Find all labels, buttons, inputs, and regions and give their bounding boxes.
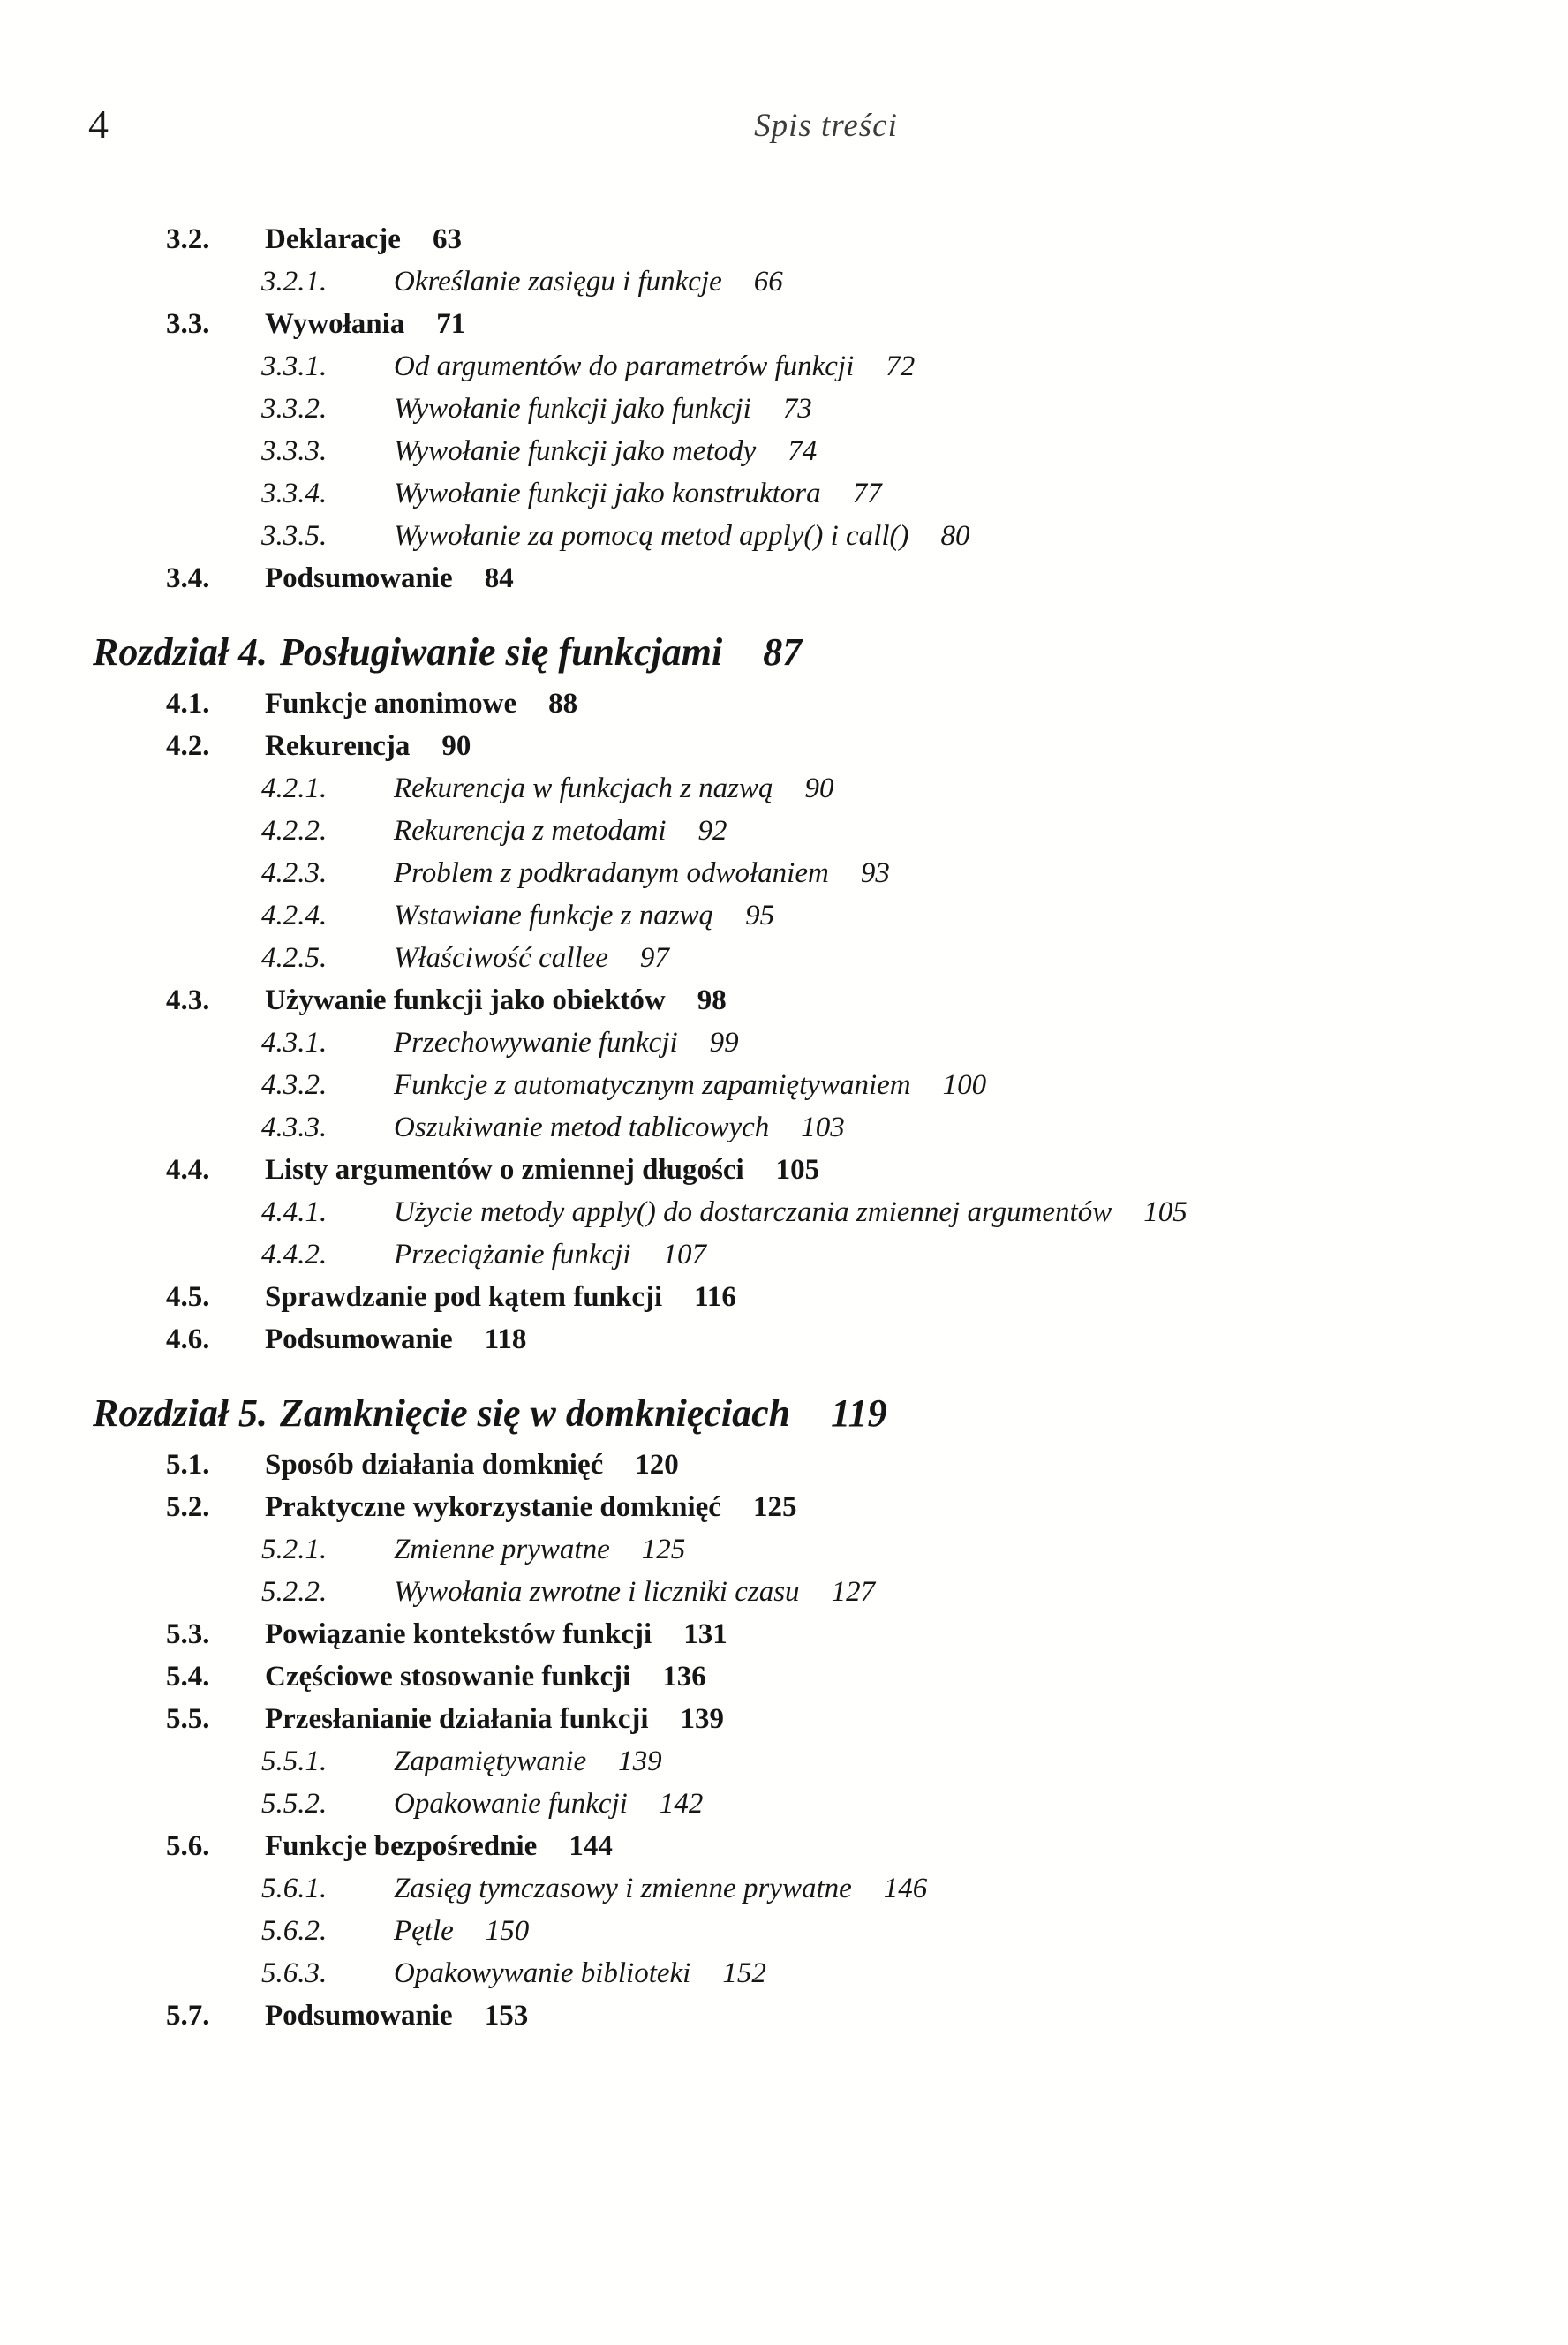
toc-entry-page: 136 [662, 1661, 706, 1693]
toc-subsection-row [0, 518, 1568, 554]
toc-entry-number: 4.3.2. [261, 1069, 328, 1101]
toc-subsection-row [0, 1744, 1568, 1779]
toc-entry-page: 142 [659, 1788, 704, 1820]
toc-entry-title: Posługiwanie się funkcjami [280, 630, 723, 674]
toc-entry-number: 5.6. [166, 1830, 210, 1862]
toc-subsection-row [0, 1871, 1568, 1906]
toc-entry-page: 116 [694, 1281, 736, 1313]
toc-section-row [0, 1322, 1568, 1357]
toc-entry-number: 4.4. [166, 1154, 210, 1186]
toc-subsection-row [0, 1786, 1568, 1821]
toc-entry-title: Opakowywanie biblioteki [394, 1957, 691, 1989]
toc-entry-title: Rekurencja [265, 730, 411, 762]
toc-entry-page: 88 [548, 688, 578, 720]
toc-subsection-row [0, 1067, 1568, 1103]
toc-entry-number: 5.5.2. [261, 1788, 328, 1820]
toc-entry-title: Funkcje z automatycznym zapamiętywaniem [394, 1069, 911, 1101]
toc-entry-page: 80 [940, 520, 970, 552]
toc-subsection-row [0, 771, 1568, 806]
toc-entry-title: Użycie metody apply() do dostarczania zmiennej argumentów [394, 1196, 1112, 1228]
toc-subsection-row [0, 349, 1568, 384]
toc-entry-page: 90 [804, 773, 834, 804]
toc-entry-title: Sprawdzanie pod kątem funkcji [265, 1281, 663, 1313]
toc-entry-title: Wywołania zwrotne i liczniki czasu [394, 1576, 800, 1608]
toc-entry-title: Zamknięcie się w domknięciach [280, 1391, 791, 1435]
toc-entry-page: 153 [484, 2000, 529, 2032]
toc-entry-number: 3.3.2. [261, 393, 328, 425]
toc-entry-number: 5.2.1. [261, 1534, 328, 1565]
toc-entry-page: 90 [441, 730, 471, 762]
toc-entry-number: 4.2.5. [261, 942, 328, 974]
toc-entry-number: 5.3. [166, 1618, 210, 1650]
toc-section-row [0, 1447, 1568, 1482]
toc-entry-number: 3.2.1. [261, 266, 328, 298]
folio-page-number: 4 [88, 102, 109, 147]
toc-entry-page: 84 [484, 562, 514, 594]
toc-section-row [0, 1617, 1568, 1652]
toc-entry-number: 4.5. [166, 1281, 210, 1313]
toc-entry-title: Zapamiętywanie [394, 1746, 587, 1777]
toc-entry-number: 4.2. [166, 730, 210, 762]
toc-entry-number: 4.2.1. [261, 773, 328, 804]
toc-subsection-row [0, 1956, 1568, 1991]
toc-entry-title: Pętle [394, 1915, 454, 1947]
toc-entry-number: 3.3.1. [261, 351, 328, 382]
toc-entry-number: 4.3. [166, 984, 210, 1016]
toc-entry-page: 144 [569, 1830, 613, 1862]
toc-entry-number: 5.1. [166, 1449, 210, 1481]
toc-entry-page: 131 [683, 1618, 727, 1650]
toc-entry-title: Właściwość callee [394, 942, 608, 974]
toc-entry-page: 105 [775, 1154, 820, 1186]
toc-section-row [0, 686, 1568, 721]
toc-entry-title: Określanie zasięgu i funkcje [394, 266, 722, 298]
running-title: Spis treści [754, 108, 898, 144]
toc-subsection-row [0, 1025, 1568, 1060]
toc-subsection-row [0, 391, 1568, 426]
toc-entry-title: Funkcje bezpośrednie [265, 1830, 538, 1862]
toc-entry-title: Oszukiwanie metod tablicowych [394, 1112, 770, 1143]
toc-entry-title: Podsumowanie [265, 562, 453, 594]
toc-section-row [0, 1279, 1568, 1315]
toc-entry-page: 74 [788, 435, 818, 467]
toc-entry-page: 63 [432, 223, 462, 255]
toc-entry-number: 4.1. [166, 688, 210, 720]
toc-entry-page: 99 [709, 1027, 739, 1059]
toc-entry-page: 146 [883, 1873, 928, 1904]
toc-section-row [0, 222, 1568, 257]
toc-entry-number: 3.3.5. [261, 520, 328, 552]
toc-entry-number: 3.3. [166, 308, 210, 340]
toc-entry-number: 5.6.1. [261, 1873, 328, 1904]
toc-entry-number: 3.4. [166, 562, 210, 594]
toc-entry-number: 4.4.2. [261, 1239, 328, 1271]
toc-section-row [0, 1828, 1568, 1864]
toc-entry-number: 5.6.2. [261, 1915, 328, 1947]
toc-subsection-row [0, 856, 1568, 891]
toc-entry-page: 139 [618, 1746, 662, 1777]
toc-entry-number: 5.7. [166, 2000, 210, 2032]
toc-entry-page: 87 [763, 630, 803, 674]
table-of-contents [0, 215, 1568, 2033]
toc-entry-page: 98 [697, 984, 727, 1016]
toc-entry-number: 3.3.3. [261, 435, 328, 467]
toc-entry-title: Powiązanie kontekstów funkcji [265, 1618, 652, 1650]
toc-chapter-row [0, 628, 1568, 677]
toc-entry-title: Wywołanie funkcji jako funkcji [394, 393, 751, 425]
toc-subsection-row [0, 476, 1568, 511]
toc-entry-title: Zasięg tymczasowy i zmienne prywatne [394, 1873, 852, 1904]
toc-entry-page: 107 [662, 1239, 707, 1271]
toc-entry-number: 5.5.1. [261, 1746, 328, 1777]
toc-entry-number: 4.2.3. [261, 857, 328, 889]
toc-section-row [0, 1998, 1568, 2033]
toc-entry-title: Przechowywanie funkcji [394, 1027, 678, 1059]
toc-entry-page: 97 [639, 942, 669, 974]
toc-entry-page: 100 [942, 1069, 987, 1101]
toc-section-row [0, 728, 1568, 764]
toc-subsection-row [0, 1237, 1568, 1272]
toc-chapter-row [0, 1389, 1568, 1438]
toc-entry-title: Używanie funkcji jako obiektów [265, 984, 666, 1016]
toc-entry-page: 72 [886, 351, 916, 382]
toc-entry-page: 93 [860, 857, 890, 889]
toc-entry-number: 5.2.2. [261, 1576, 328, 1608]
toc-entry-title: Rekurencja w funkcjach z nazwą [394, 773, 773, 804]
toc-subsection-row [0, 1532, 1568, 1567]
toc-entry-title: Podsumowanie [265, 1323, 453, 1355]
toc-entry-title: Wywołanie za pomocą metod apply() i call() [394, 520, 909, 552]
toc-entry-title: Rekurencja z metodami [394, 815, 667, 847]
toc-entry-number: 5.6.3. [261, 1957, 328, 1989]
toc-entry-page: 103 [801, 1112, 845, 1143]
toc-entry-page: 152 [722, 1957, 766, 1989]
toc-subsection-row [0, 898, 1568, 933]
toc-entry-number: 4.6. [166, 1323, 210, 1355]
toc-entry-page: 105 [1143, 1196, 1187, 1228]
toc-entry-title: Deklaracje [265, 223, 401, 255]
toc-entry-number: 4.4.1. [261, 1196, 328, 1228]
toc-entry-page: 139 [680, 1703, 725, 1735]
toc-entry-page: 150 [485, 1915, 530, 1947]
toc-entry-page: 71 [436, 308, 466, 340]
toc-subsection-row [0, 1195, 1568, 1230]
toc-entry-title: Wstawiane funkcje z nazwą [394, 900, 714, 931]
toc-entry-page: 92 [697, 815, 727, 847]
toc-entry-number: 4.3.1. [261, 1027, 328, 1059]
toc-entry-number: 3.3.4. [261, 478, 328, 509]
toc-entry-title: Opakowanie funkcji [394, 1788, 628, 1820]
toc-entry-page: 120 [635, 1449, 679, 1481]
toc-section-row [0, 306, 1568, 342]
toc-entry-title: Zmienne prywatne [394, 1534, 610, 1565]
toc-entry-number: 4.2.2. [261, 815, 328, 847]
toc-entry-title: Problem z podkradanym odwołaniem [394, 857, 829, 889]
toc-entry-title: Przesłanianie działania funkcji [265, 1703, 649, 1735]
toc-entry-page: 125 [752, 1491, 797, 1523]
toc-entry-title: Listy argumentów o zmiennej długości [265, 1154, 744, 1186]
toc-entry-page: 73 [782, 393, 812, 425]
toc-section-row [0, 1489, 1568, 1525]
toc-section-row [0, 1659, 1568, 1694]
toc-entry-page: 95 [745, 900, 775, 931]
toc-entry-title: Funkcje anonimowe [265, 688, 517, 720]
toc-entry-title: Częściowe stosowanie funkcji [265, 1661, 631, 1693]
toc-entry-number: 5.5. [166, 1703, 210, 1735]
toc-entry-number: 5.4. [166, 1661, 210, 1693]
toc-subsection-row [0, 434, 1568, 469]
toc-entry-page: 125 [641, 1534, 686, 1565]
toc-entry-number: 4.3.3. [261, 1112, 328, 1143]
toc-entry-page: 66 [753, 266, 783, 298]
toc-entry-title: Przeciążanie funkcji [394, 1239, 631, 1271]
toc-entry-title: Podsumowanie [265, 2000, 453, 2032]
toc-entry-number: 5.2. [166, 1491, 210, 1523]
toc-section-row [0, 1152, 1568, 1188]
toc-entry-number: Rozdział 5. [93, 1391, 268, 1435]
toc-entry-title: Wywołanie funkcji jako metody [394, 435, 757, 467]
toc-entry-number: 4.2.4. [261, 900, 328, 931]
toc-entry-page: 119 [831, 1391, 887, 1435]
toc-entry-title: Praktyczne wykorzystanie domknięć [265, 1491, 721, 1523]
toc-entry-title: Od argumentów do parametrów funkcji [394, 351, 855, 382]
toc-entry-page: 77 [852, 478, 882, 509]
toc-subsection-row [0, 813, 1568, 848]
toc-entry-title: Wywołania [265, 308, 405, 340]
toc-subsection-row [0, 940, 1568, 976]
toc-entry-number: 3.2. [166, 223, 210, 255]
toc-entry-title: Wywołanie funkcji jako konstruktora [394, 478, 821, 509]
toc-subsection-row [0, 1574, 1568, 1610]
toc-entry-page: 118 [484, 1323, 527, 1355]
toc-section-row [0, 983, 1568, 1018]
toc-subsection-row [0, 264, 1568, 299]
toc-entry-title: Sposób działania domknięć [265, 1449, 604, 1481]
toc-entry-number: Rozdział 4. [93, 630, 268, 674]
toc-entry-page: 127 [831, 1576, 876, 1608]
toc-subsection-row [0, 1913, 1568, 1949]
toc-section-row [0, 561, 1568, 596]
toc-section-row [0, 1701, 1568, 1737]
toc-subsection-row [0, 1110, 1568, 1145]
